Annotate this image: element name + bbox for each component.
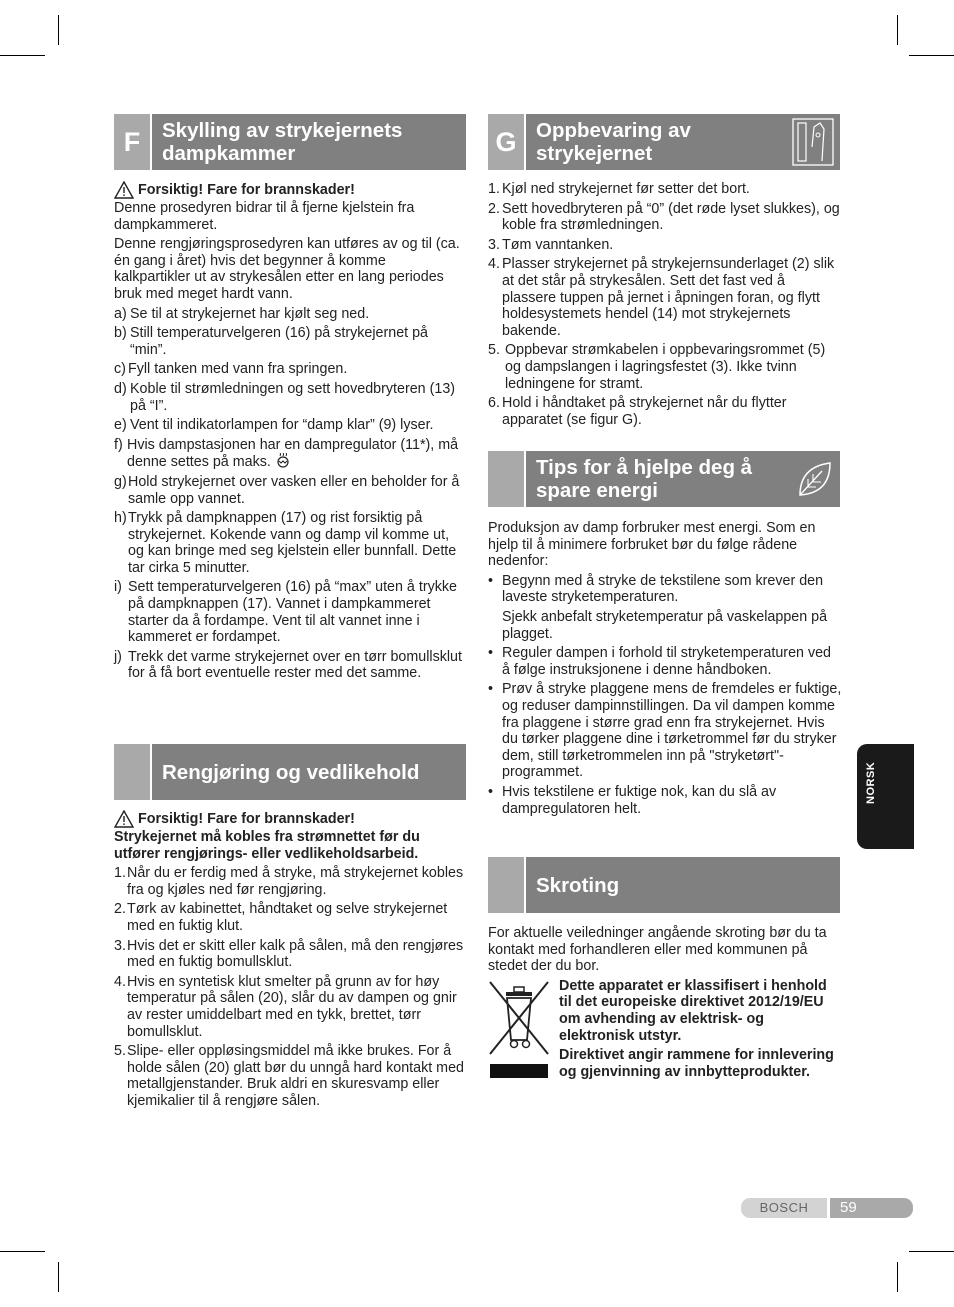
steam-max-icon	[275, 453, 291, 469]
warning-icon	[114, 181, 134, 199]
bullet-item: • Reguler dampen i forhold til stryketemperaturen ved å følge instruksjonene i denne håndboken.	[488, 645, 831, 678]
bullet-item: • Prøv å stryke plaggene mens de fremdeles er fuktige, og reduser dampinnstillingen. Da vil dampen komme fra plaggene i større grad enn fra strykejernet. Hvis du tørker plaggene dine i tørketrommel før du stryker dem, still tørketrommelen inn på "stryketørt"-programmet.	[488, 681, 842, 781]
warning-text: Forsiktig! Fare for brannskader!	[138, 810, 355, 827]
section-title: Skroting	[536, 874, 620, 897]
section-tab	[488, 857, 524, 913]
storage-icon	[790, 117, 836, 167]
list-item: 3. Tøm vanntanken.	[488, 236, 614, 253]
list-item: e) Vent til indikatorlampen for “damp klar” (9) lyser.	[114, 417, 434, 434]
page-number: 59	[830, 1198, 913, 1218]
list-item: 5. Oppbevar strømkabelen i oppbevaringsrommet (5) og dampslangen i lagringsfestet (3). Ikke tvinn ledningene for stramt.	[488, 342, 826, 392]
crop-mark	[909, 55, 954, 56]
list-item: 4. Plasser strykejernet på strykejernsunderlaget (2) slik at det står på strykesålen. Sett det fast ved å plassere tuppen på jernet i åpningen foran, og flytt holdesystemets hendel (14) mot strykejernets bakende.	[488, 256, 835, 339]
section-tab	[488, 451, 524, 507]
list-item: h) Trykk på dampknappen (17) og rist forsiktig på strykejernet. Kokende vann og damp vil komme ut, og kan bringe med seg kjelstein eller bunnfall. Dette tar cirka 5 minutter.	[114, 510, 457, 576]
list-item: 2. Tørk av kabinettet, håndtaket og selve strykejernet med en fuktig klut.	[114, 901, 448, 934]
language-label: NORSK	[865, 761, 877, 804]
bullet-item: • Hvis tekstilene er fuktige nok, kan du slå av dampregulatoren helt.	[488, 783, 777, 817]
list-item: 6. Hold i håndtaket på strykejernet når du flytter apparatet (se figur G).	[488, 395, 787, 428]
list-item: 1. Kjøl ned strykejernet før setter det bort.	[488, 181, 750, 197]
language-tab	[857, 744, 914, 849]
list-item: 2. Sett hovedbryteren på “0” (det røde lyset slukkes), og koble fra strømledningen.	[488, 200, 840, 234]
weee-text	[559, 978, 840, 1083]
section-letter: G	[488, 114, 524, 170]
list-item: j) Trekk det varme strykejernet over en tørr bomullsklut for å få bort eventuelle rester med det samme.	[114, 648, 462, 682]
step-list	[114, 306, 466, 682]
warning	[114, 181, 466, 199]
crop-mark	[897, 15, 898, 45]
crop-mark	[909, 1251, 954, 1252]
crop-mark	[58, 1262, 59, 1292]
section-disposal-body	[488, 925, 840, 1082]
section-title: Skylling av strykejernets dampkammer	[162, 119, 403, 165]
bold-note: Strykejernet må kobles fra strømnettet før du utfører rengjørings- eller vedlikeholdsarbeid.	[114, 829, 420, 862]
leaf-icon	[796, 459, 834, 499]
list-item: i) Sett temperaturvelgeren (16) på “max” uten å trykke på dampknappen (17). Vannet i dampkammeret starter da å fordampe. Vent til alt vannet inne i kammeret er fordampet.	[114, 579, 457, 646]
section-title: Rengjøring og vedlikehold	[162, 761, 420, 784]
warning-icon	[114, 810, 134, 828]
intro-paragraph: For aktuelle veiledninger angående skroting bør du ta kontakt med forhandleren eller med kommunen på stedet der du bor.	[488, 925, 827, 975]
list-item: d) Koble til strømledningen og sett hovedbryteren (13) på “I”.	[114, 380, 456, 414]
section-title: Oppbevaring av strykejernet	[536, 119, 691, 165]
crop-mark	[897, 1262, 898, 1292]
section-tab	[114, 744, 150, 800]
section-title: Tips for å hjelpe deg å spare energi	[536, 456, 753, 502]
crop-mark	[58, 15, 59, 45]
bullet-item: • Begynn med å stryke de tekstilene som krever den laveste stryketemperaturen. Sjekk anbefalt stryketemperatur på vaskelappen på plagget.	[488, 572, 828, 642]
list-item: g) Hold strykejernet over vasken eller en beholder for å samle opp vannet.	[114, 473, 460, 507]
weee-notice	[488, 978, 840, 1083]
list-item: 1. Når du er ferdig med å stryke, må strykejernet kobles fra og kjøles ned før rengjøring.	[114, 865, 464, 898]
crossed-bin-icon	[488, 978, 550, 1078]
list-item: 4. Hvis en syntetisk klut smelter på grunn av for høy temperatur på sålen (20), slår du av dampen og gnir av rester umiddelbart med en tykk, brettet, tørr bomullsklut.	[114, 973, 457, 1040]
footer-brand: BOSCH	[741, 1198, 827, 1218]
list-item: f) Hvis dampstasjonen har en dampregulator (11*), må denne settes på maks.	[114, 436, 459, 471]
list-item: 3. Hvis det er skitt eller kalk på sålen, må den rengjøres med en fuktig bomullsklut.	[114, 937, 464, 971]
intro-paragraph: Denne prosedyren bidrar til å fjerne kjelstein fra dampkammeret.	[114, 200, 415, 233]
section-tips-body	[488, 520, 842, 817]
section-tips-header	[488, 451, 840, 507]
intro-paragraph: Produksjon av damp forbruker mest energi. Som en hjelp til å minimere forbruket bør du følge rådene nedenfor:	[488, 520, 816, 570]
section-disposal-header	[488, 857, 840, 913]
directive-note: Direktivet angir rammene for innlevering og gjenvinning av innbytteprodukter.	[559, 1047, 834, 1080]
weee-symbol	[488, 978, 559, 1083]
list-item: a) Se til at strykejernet har kjølt seg ned.	[114, 305, 370, 322]
list-item: 5. Slipe- eller oppløsingsmiddel må ikke brukes. For å holde sålen (20) glatt bør du unngå hard kontakt med metallgjenstander. Bruk aldri en skuresvamp eller kjemikalier til å rengjøre sålen.	[114, 1043, 464, 1109]
step-list	[114, 865, 466, 1109]
intro-paragraph: Denne rengjøringsprosedyren kan utføres av og til (ca. én gang i året) hvis det begynner å komme kalkpartikler ut av strykesålen etter en lang periodes bruk med meget hardt vann.	[114, 236, 460, 302]
crop-mark	[0, 1251, 45, 1252]
directive-note: Dette apparatet er klassifisert i henhold til det europeiske direktivet 2012/19/EU om avhending av elektrisk- og elektronisk utstyr.	[559, 977, 827, 1044]
list-item: b) Still temperaturvelgeren (16) på strykejernet på “min”.	[114, 325, 428, 358]
warning	[114, 810, 466, 828]
section-f-body	[114, 181, 466, 682]
section-clean-header	[114, 744, 466, 800]
section-g-body	[488, 181, 840, 428]
section-f-header	[114, 114, 466, 170]
warning-text: Forsiktig! Fare for brannskader!	[138, 181, 355, 198]
section-letter: F	[114, 114, 150, 170]
section-clean-body	[114, 810, 466, 1110]
crop-mark	[0, 55, 45, 56]
section-g-header	[488, 114, 840, 170]
list-item: c) Fyll tanken med vann fra springen.	[114, 361, 348, 378]
